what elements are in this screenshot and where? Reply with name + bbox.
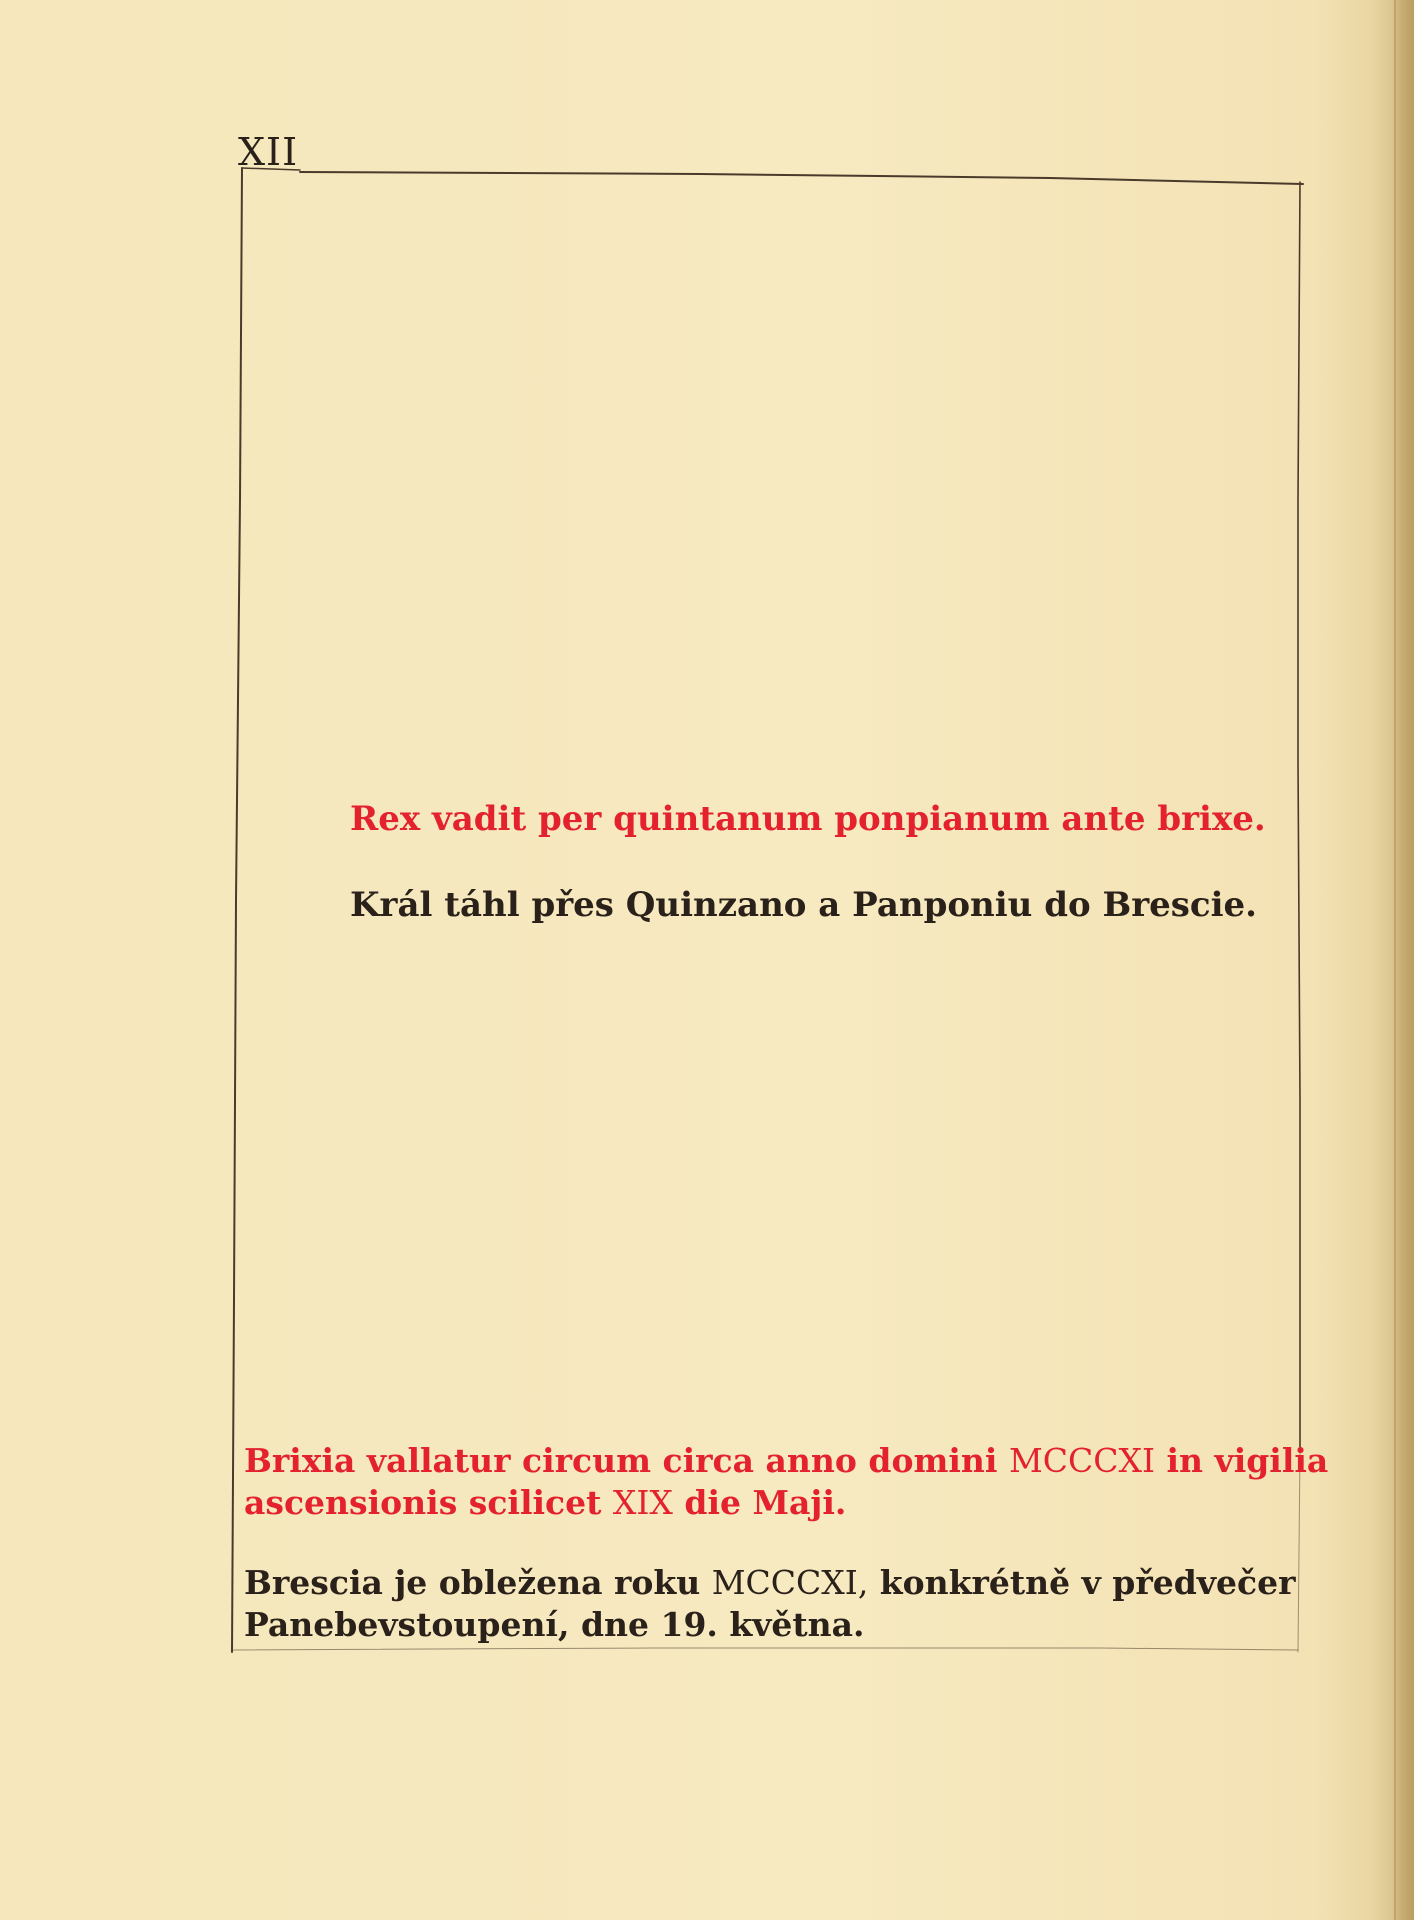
latin-line2-text-b: die Maji. bbox=[672, 1483, 847, 1522]
latin-line2-text-a: ascensionis scilicet bbox=[244, 1483, 613, 1522]
passage-latin-line-1 bbox=[244, 1441, 1329, 1480]
czech-line1-text-b: konkrétně v předvečer bbox=[868, 1563, 1296, 1602]
passage-czech-line-1 bbox=[244, 1563, 1296, 1602]
caption-czech: Král táhl přes Quinzano a Panponiu do Brescie. bbox=[350, 885, 1258, 925]
latin-year-numeral: MCCCXI bbox=[1008, 1441, 1156, 1480]
latin-day-numeral: XIX bbox=[612, 1483, 673, 1522]
latin-line1-text-b: in vigilia bbox=[1155, 1441, 1329, 1480]
page-number: XII bbox=[238, 130, 299, 174]
czech-year-numeral: MCCCXI, bbox=[711, 1563, 869, 1602]
caption-latin: Rex vadit per quintanum ponpianum ante brixe. bbox=[350, 799, 1266, 839]
latin-line1-text-a: Brixia vallatur circum circa anno domini bbox=[244, 1441, 1009, 1480]
passage-latin-line-2 bbox=[244, 1483, 847, 1522]
passage-czech-line-2: Panebevstoupení, dne 19. května. bbox=[244, 1605, 865, 1644]
czech-line1-text-a: Brescia je obležena roku bbox=[244, 1563, 712, 1602]
